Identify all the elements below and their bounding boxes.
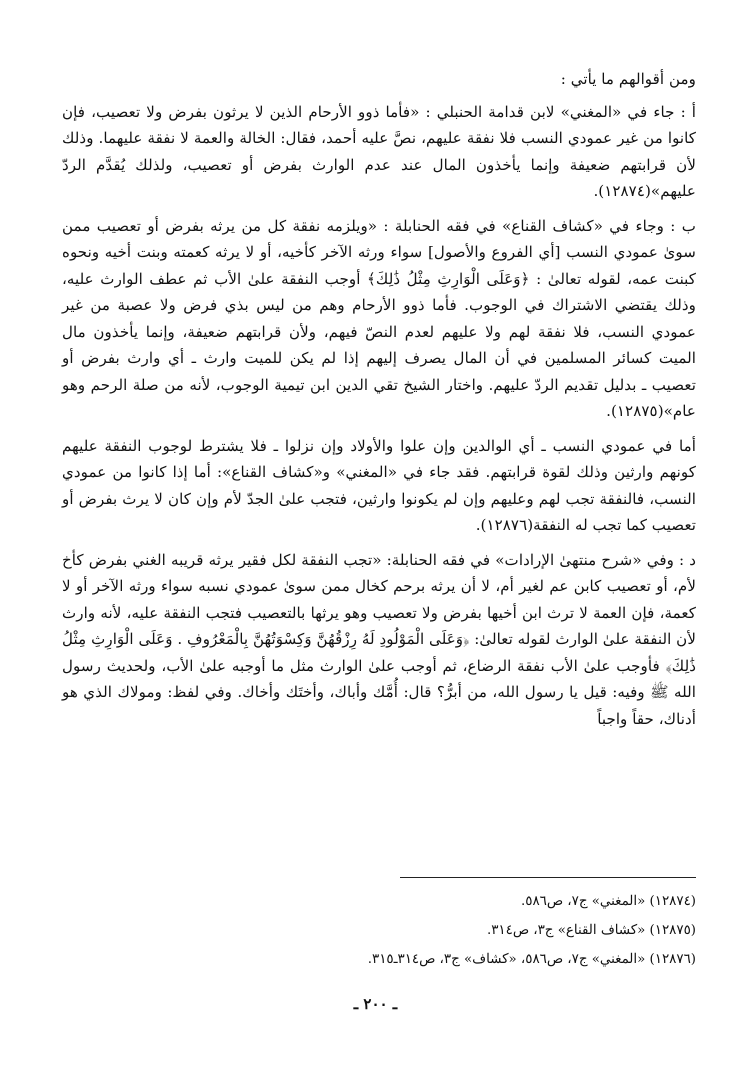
paragraph-d: د : وفي «شرح منتهىٰ الإرادات» في فقه الحنابلة: «تجب النفقة لكل فقير يرثه قريبه الغني بفرض كأخ لأم، أو تعصيب كابن عم لغير أم، لا أن يرثه برحم كخال ممن سوىٰ عمودي نسبه سواء ورثه الآخر أو لا كعمة، فإن العمة لا ترث ابن أخيها بفرض ولا تعصيب وهو يرثها بالتعصيب فتجب النفقة عليه، لأنه وارث لأن النفقة علىٰ الوارث لقوله تعالىٰ: ﴿وَعَلَى الْمَوْلُودِ لَهُ رِزْقُهُنَّ وَكِسْوَتُهُنَّ بِالْمَعْرُوفِ . وَعَلَى الْوَارِثِ مِثْلُ ذَٰلِكَ﴾ فأوجب علىٰ الأب نفقة الرضاع، ثم أوجب علىٰ الوارث مثل ما أوجبه علىٰ الأب، ولحديث رسول الله ﷺ وفيه: قيل يا رسول الله، من أبرُّ؟ قال: أُمَّك وأباك، وأختَك وأخاك. وفي لفظ: ومولاك الذي هو أدناك، حقاً واجباً xyxy=(62,550,696,728)
footnotes xyxy=(62,887,696,974)
paragraph-b: ب : وجاء في «كشاف القناع» في فقه الحنابلة : «ويلزمه نفقة كل من يرثه بفرض أو تعصيب ممن سوىٰ عمودي النسب [أي الفروع والأصول] سواء ورثه الآخر كأخيه، أو لا يرثه كعمته وبنت أخيه ونحوه كبنت عمه، لقوله تعالىٰ : ﴿وَعَلَى الْوَارِثِ مِثْلُ ذَٰلِكَ﴾ أوجب النفقة علىٰ الأب ثم عطف الوارث عليه، وذلك يقتضي الاشتراك في الوجوب. فأما ذوو الأرحام وهم من ليس بذي فرض ولا عصبة من غير عمودي النسب، فلا نفقة لهم ولا عليهم لعدم النصّ فيهم، ولأن قرابتهم ضعيفة، وإنما يأخذون مال الميت كسائر المسلمين في أن المال يصرف إليهم إذا لم يكن للميت وارث ـ أي وارث بفرض أو تعصيب ـ بدليل تقديم الردّ عليهم. واختار الشيخ تقي الدين ابن تيمية الوجوب، لأنه من صلة الرحم وهو عام»(١٢٨٧٥). xyxy=(62,216,696,420)
paragraph-c: أما في عمودي النسب ـ أي الوالدين وإن علوا والأولاد وإن نزلوا ـ فلا يشترط لوجوب النفقة عليهم كونهم وارثين وذلك لقوة قرابتهم. فقد جاء في «المغني» و«كشاف القناع»: أما إذا كانوا من عمودي النسب، فالنفقة تجب لهم وعليهم وإن لم يكونوا وارثين، فتجب علىٰ الجدّ لأم وإن كان لا يرث بفرض أو تعصيب كما تجب له النفقة(١٢٨٧٦). xyxy=(62,436,696,534)
footnote-separator xyxy=(400,877,696,878)
body-text xyxy=(62,66,696,740)
paragraph-a: أ : جاء في «المغني» لابن قدامة الحنبلي : «فأما ذوو الأرحام الذين لا يرثون بفرض ولا تعصيب، فإن كانوا من غير عمودي النسب فلا نفقة عليهم، نصَّ عليه أحمد، فقال: الخالة والعمة لا نفقة عليهما. وذلك لأن قرابتهم ضعيفة وإنما يأخذون المال عند عدم الوارث بفرض أو تعصيب، ولذلك يُقدَّم الردّ عليهم»(١٢٨٧٤). xyxy=(62,102,696,200)
footnote-3: (١٢٨٧٦) «المغني» ج٧، ص٥٨٦، «كشاف» ج٣، ص٣١٤ـ٣١٥. xyxy=(367,952,696,967)
footnote-1: (١٢٨٧٤) «المغني» ج٧، ص٥٨٦. xyxy=(520,894,696,909)
page-number: ـ ٢٠٠ ـ xyxy=(353,995,398,1013)
footnote-2: (١٢٨٧٥) «كشاف القناع» ج٣، ص٣١٤. xyxy=(486,923,696,938)
intro-line: ومن أقوالهم ما يأتي : xyxy=(560,70,696,88)
